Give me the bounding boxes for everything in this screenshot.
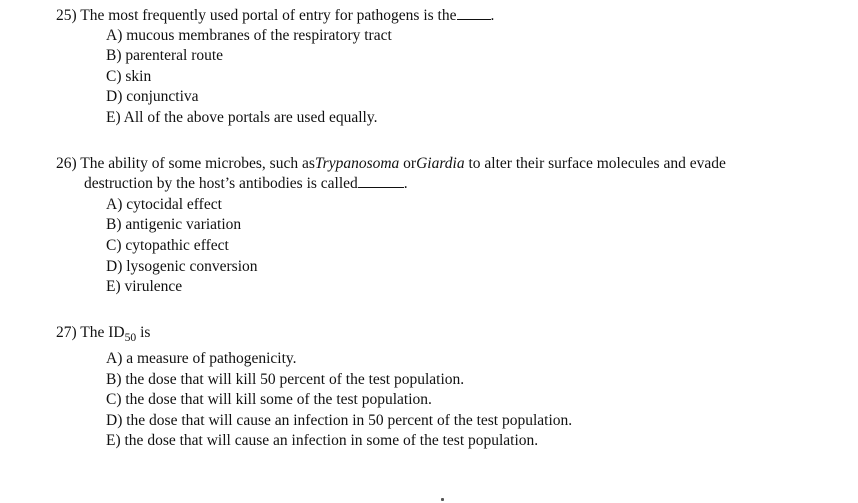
question-text-end: . <box>490 7 495 24</box>
option-a: A) a measure of pathogenicity. <box>106 350 297 367</box>
question-number: 25) <box>56 7 77 24</box>
question-text-end: . <box>403 175 408 192</box>
question-text-end: is <box>140 324 151 341</box>
answer-blank <box>457 7 491 20</box>
question-number: 27) <box>56 324 77 341</box>
answer-blank <box>358 175 404 188</box>
question-text: to alter their surface molecules and evade <box>468 155 726 172</box>
option-b: B) the dose that will kill 50 percent of the test population. <box>106 371 465 388</box>
option-b: B) parenteral route <box>106 47 224 64</box>
question-25-stem <box>56 6 494 26</box>
organism-name: Trypanosoma <box>314 155 400 172</box>
subscript: 50 <box>124 331 137 345</box>
option-e: E) the dose that will cause an infection in some of the test population. <box>106 432 539 449</box>
question-text: or <box>403 155 417 172</box>
question-text: destruction by the host’s antibodies is called <box>84 175 358 192</box>
option-b: B) antigenic variation <box>106 216 242 233</box>
option-e: E) virulence <box>106 278 183 295</box>
question-number: 26) <box>56 155 77 172</box>
question-27-stem <box>56 323 150 343</box>
question-26-stem-cont <box>84 174 408 194</box>
option-c: C) skin <box>106 68 152 85</box>
organism-name: Giardia <box>416 155 465 172</box>
option-a: A) cytocidal effect <box>106 196 222 213</box>
option-d: D) lysogenic conversion <box>106 258 258 275</box>
question-26-stem <box>56 154 726 174</box>
option-c: C) the dose that will kill some of the test population. <box>106 391 432 408</box>
option-d: D) conjunctiva <box>106 88 199 105</box>
question-text: The ability of some microbes, such as <box>80 155 315 172</box>
question-text: The most frequently used portal of entry for pathogens is the <box>80 7 457 24</box>
question-text: The ID <box>80 324 125 341</box>
option-a: A) mucous membranes of the respiratory tract <box>106 27 392 44</box>
option-e: E) All of the above portals are used equally. <box>106 109 378 126</box>
page-mark <box>441 498 444 501</box>
option-c: C) cytopathic effect <box>106 237 229 254</box>
option-d: D) the dose that will cause an infection in 50 percent of the test population. <box>106 412 573 429</box>
